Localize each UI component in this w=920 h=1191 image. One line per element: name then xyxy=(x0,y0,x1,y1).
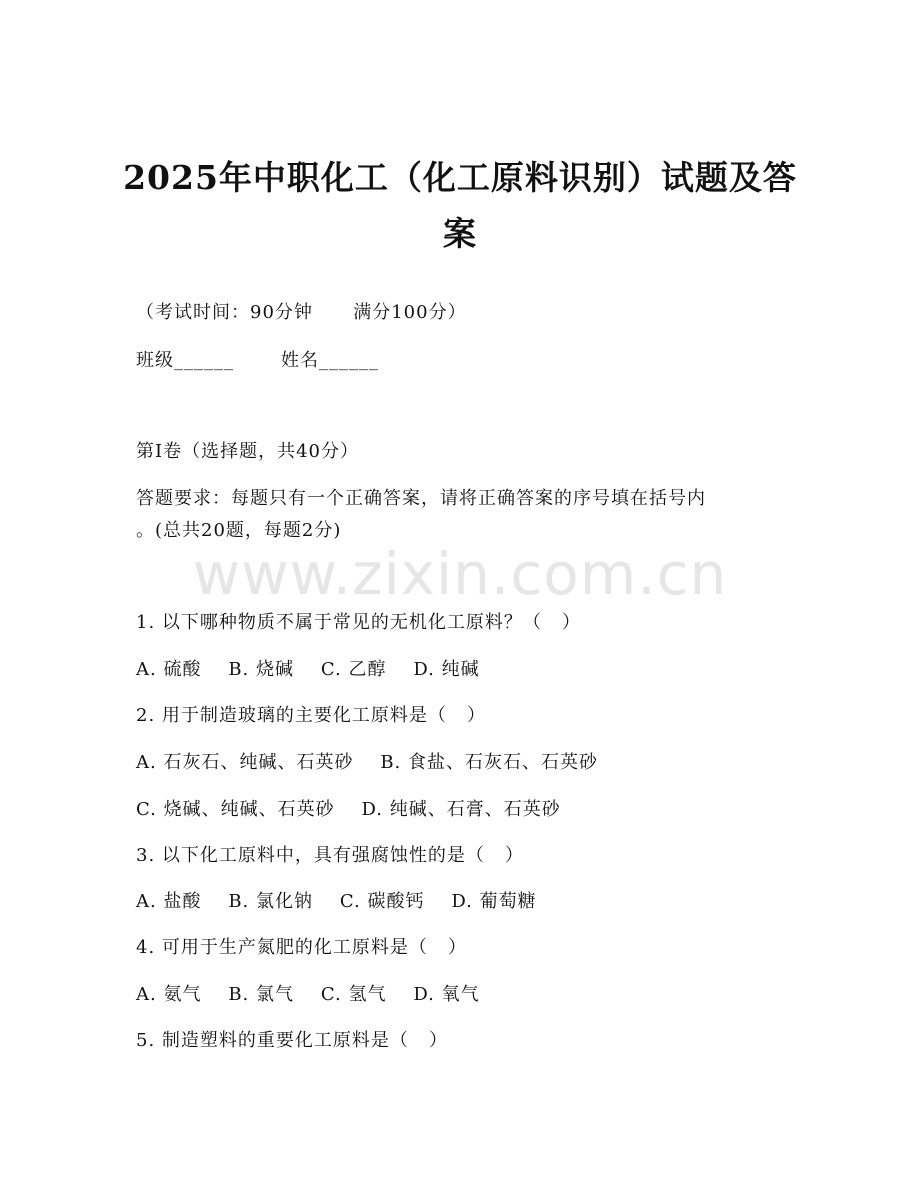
section-title: 第I卷（选择题，共40分） xyxy=(136,441,360,462)
question-1-options: A. 硫酸 B. 烧碱 C. 乙醇 D. 纯碱 xyxy=(136,659,480,680)
question-3-stem: 3. 以下化工原料中，具有强腐蚀性的是（ ） xyxy=(136,845,525,866)
exam-time-info: （考试时间：90分钟 满分100分） xyxy=(136,302,467,323)
question-1-stem: 1. 以下哪种物质不属于常见的无机化工原料？（ ） xyxy=(136,612,582,633)
question-2-stem: 2. 用于制造玻璃的主要化工原料是（ ） xyxy=(136,705,487,726)
class-name-fields: 班级______ 姓名______ xyxy=(136,350,380,371)
document-title xyxy=(120,150,800,262)
title-line-1: 2025年中职化工（化工原料识别）试题及答 xyxy=(123,158,797,197)
answer-requirement-line-1: 答题要求：每题只有一个正确答案，请将正确答案的序号填在括号内 xyxy=(136,488,706,509)
question-4-options: A. 氨气 B. 氯气 C. 氢气 D. 氧气 xyxy=(136,984,480,1005)
question-2-options-line-2: C. 烧碱、纯碱、石英砂 D. 纯碱、石膏、石英砂 xyxy=(136,799,561,820)
question-5-stem: 5. 制造塑料的重要化工原料是（ ） xyxy=(136,1030,449,1051)
watermark: www.zixin.com.cn xyxy=(192,540,728,608)
question-4-stem: 4. 可用于生产氮肥的化工原料是（ ） xyxy=(136,937,468,958)
question-2-options-line-1: A. 石灰石、纯碱、石英砂 B. 食盐、石灰石、石英砂 xyxy=(136,752,598,773)
question-3-options: A. 盐酸 B. 氯化钠 C. 碳酸钙 D. 葡萄糖 xyxy=(136,891,537,912)
title-line-2: 案 xyxy=(443,214,477,253)
answer-requirement-line-2: 。(总共20题，每题2分) xyxy=(136,520,342,541)
